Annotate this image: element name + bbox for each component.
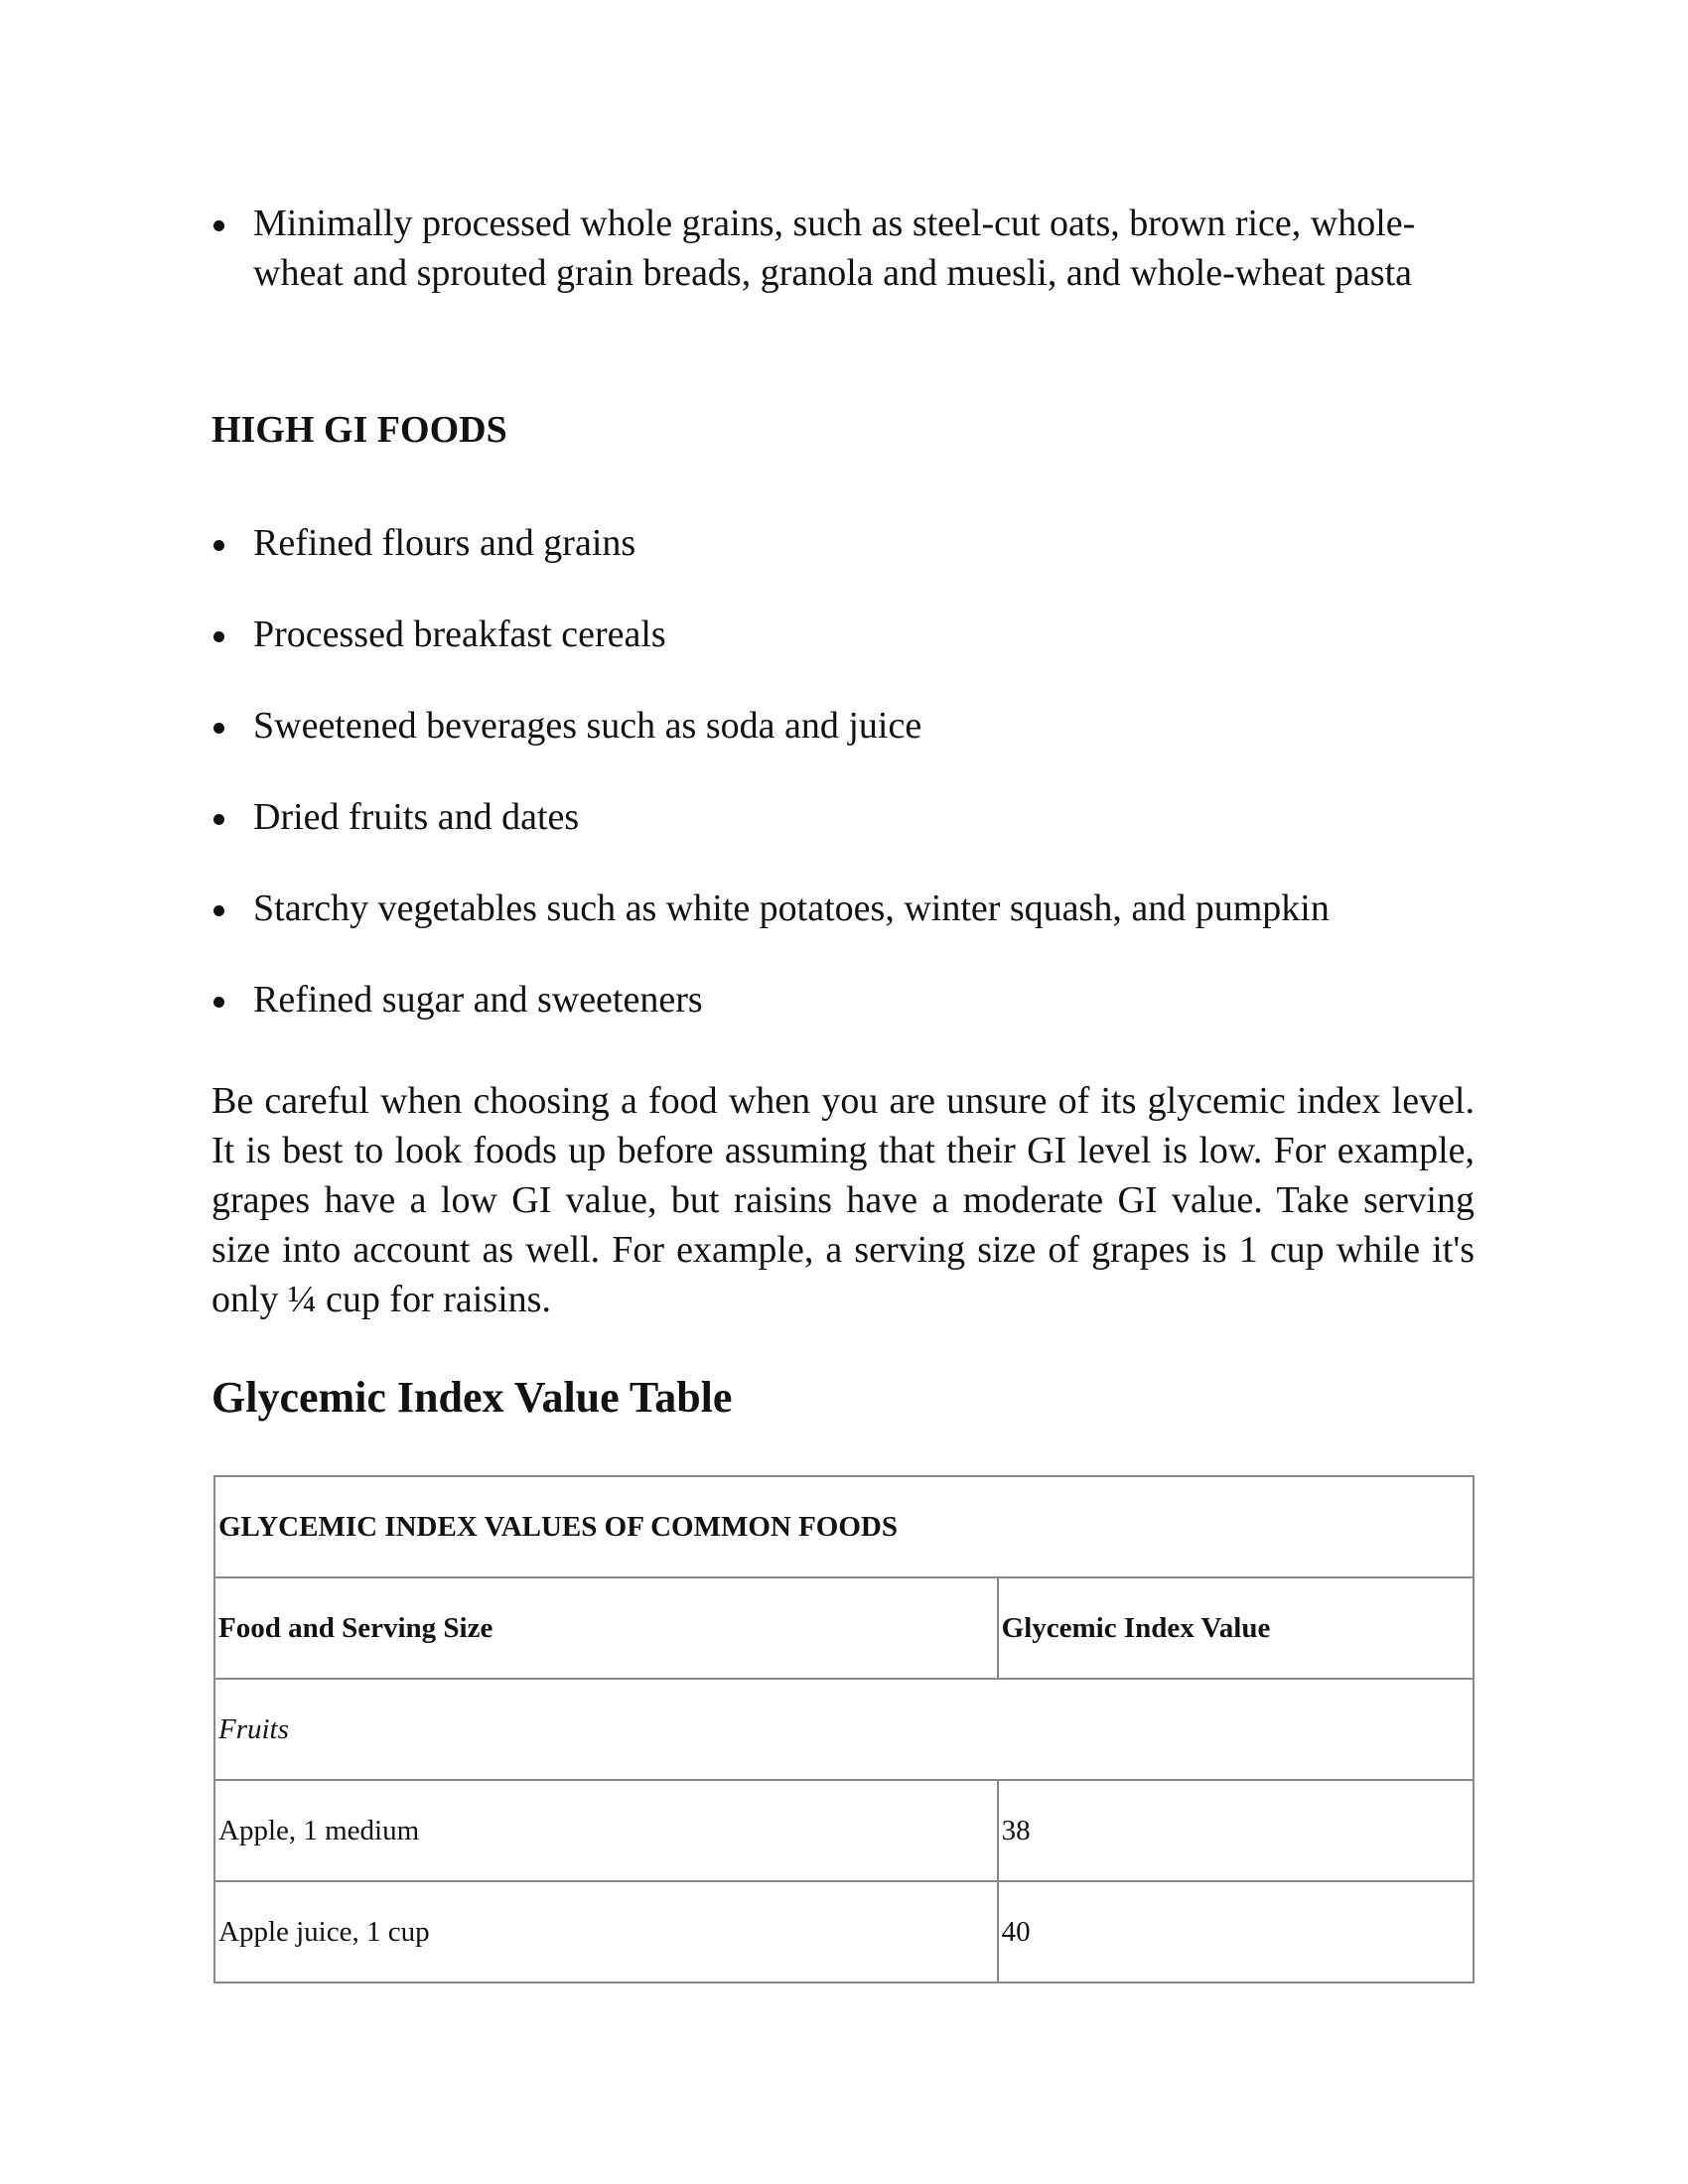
category-label: Fruits (214, 1679, 1474, 1780)
list-item (211, 701, 1475, 751)
bullet-icon (213, 814, 224, 825)
high-gi-heading: HIGH GI FOODS (211, 409, 507, 451)
food-cell: Apple, 1 medium (214, 1780, 998, 1881)
bullet-icon (213, 220, 224, 231)
bullet-icon (213, 997, 224, 1008)
table-caption: GLYCEMIC INDEX VALUES OF COMMON FOODS (214, 1476, 1474, 1577)
bullet-icon (213, 540, 224, 551)
list-item-text: Processed breakfast cereals (253, 614, 666, 655)
gi-table (213, 1475, 1475, 1983)
list-item-text: Refined flours and grains (253, 522, 636, 564)
gi-value-cell: 40 (998, 1881, 1474, 1982)
column-header-food: Food and Serving Size (214, 1577, 998, 1679)
list-item-text: Minimally processed whole grains, such as steel-cut oats, brown rice, whole-wheat and sprouted grain breads, granola and muesli, and whole-wheat pasta (253, 203, 1416, 294)
column-header-gi-value: Glycemic Index Value (998, 1577, 1474, 1679)
list-item-text: Sweetened beverages such as soda and juice (253, 705, 922, 747)
high-gi-list (211, 518, 1475, 1066)
bullet-icon (213, 905, 224, 916)
bullet-icon (213, 723, 224, 734)
gi-value-cell: 38 (998, 1780, 1474, 1881)
list-item (211, 792, 1475, 842)
table-section-heading: Glycemic Index Value Table (211, 1373, 733, 1422)
table-header-row (214, 1577, 1474, 1679)
list-item (211, 199, 1484, 298)
gi-table-container (213, 1475, 1475, 1985)
list-item (211, 884, 1475, 933)
table-row (214, 1881, 1474, 1982)
whole-grains-list (211, 199, 1475, 298)
list-item (211, 975, 1475, 1024)
list-item (211, 610, 1475, 659)
list-item (211, 518, 1475, 568)
bullet-icon (213, 631, 224, 642)
table-row (214, 1780, 1474, 1881)
table-category-row (214, 1679, 1474, 1780)
document-page (211, 199, 1475, 1948)
table-caption-row (214, 1476, 1474, 1577)
list-item-text: Starchy vegetables such as white potatoes, winter squash, and pumpkin (253, 887, 1330, 929)
serving-size-paragraph: Be careful when choosing a food when you are unsure of its glycemic index level. It is best to look foods up before assuming that their GI level is low. For example, grapes have a low GI value, but raisins have a moderate GI value. Take serving size into account as well. For example, a serving size of grapes is 1 cup while it's only ¼ cup for raisins. (211, 1080, 1475, 1320)
food-cell: Apple juice, 1 cup (214, 1881, 998, 1982)
list-item-text: Refined sugar and sweeteners (253, 979, 703, 1021)
list-item-text: Dried fruits and dates (253, 796, 580, 838)
